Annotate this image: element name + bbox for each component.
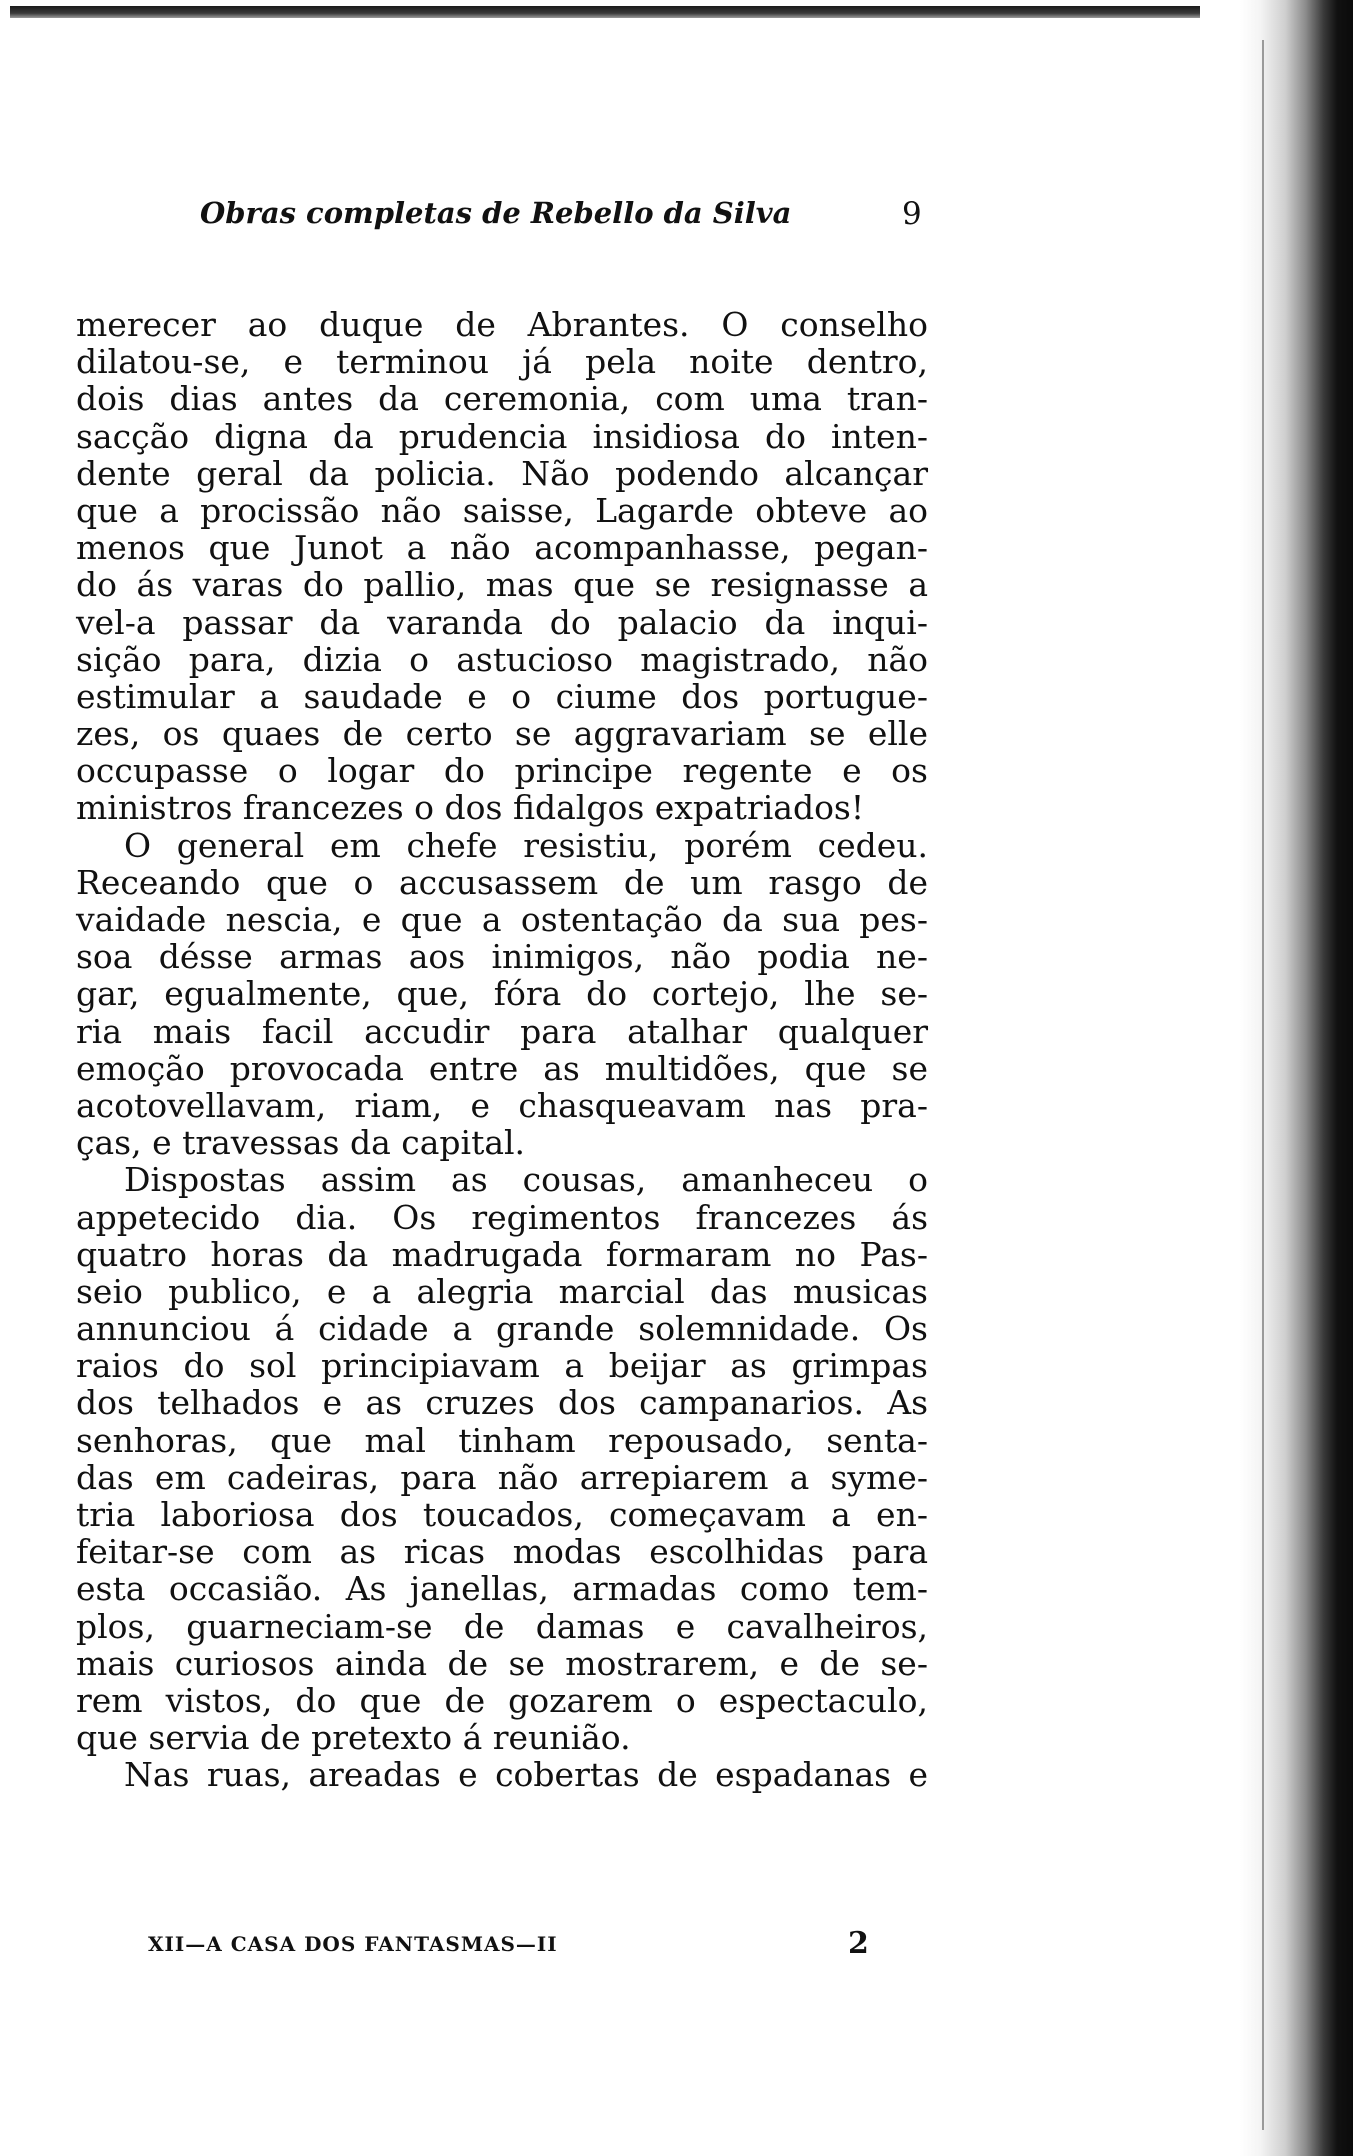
text-line: merecer ao duque de Abrantes. O conselho [76, 305, 928, 344]
text-line: que servia de pretexto á reunião. [76, 1718, 631, 1758]
text-line: soa désse armas aos inimigos, não podia ne- [76, 937, 928, 977]
text-line: gar, egualmente, que, fóra do cortejo, lhe se- [76, 974, 928, 1014]
text-line: esta occasião. As janellas, armadas como tem- [76, 1569, 928, 1609]
text-line: Nas ruas, areadas e cobertas de espadanas e [124, 1755, 928, 1795]
book-spine-shadow [1240, 0, 1353, 2156]
text-line: Dispostas assim as cousas, amanheceu o [124, 1160, 928, 1200]
page-footer [0, 1926, 940, 1972]
page-edge-line [1262, 40, 1264, 2130]
text-line: dente geral da policia. Não podendo alcançar [76, 453, 928, 493]
text-line: dilatou-se, e terminou já pela noite dentro, [76, 342, 928, 382]
text-line: tria laboriosa dos toucados, começavam a en- [76, 1495, 928, 1534]
text-line: dos telhados e as cruzes dos campanarios. As [76, 1383, 928, 1423]
signature-mark: XII—A CASA DOS FANTASMAS—II [148, 1932, 558, 1956]
body-text [76, 306, 928, 1794]
text-line: sacção digna da prudencia insidiosa do inten- [76, 416, 928, 456]
running-header [0, 196, 940, 236]
text-line: Receando que o accusassem de um rasgo de [76, 862, 928, 902]
text-line: quatro horas da madrugada formaram no Pas- [76, 1234, 928, 1274]
running-title: Obras completas de Rebello da Silva [200, 196, 792, 230]
text-line: seio publico, e a alegria marcial das musicas [76, 1271, 928, 1311]
text-line: do ás varas do pallio, mas que se resignasse a [76, 565, 928, 605]
text-line: vel-a passar da varanda do palacio da inqui- [76, 602, 928, 642]
text-line: acotovellavam, riam, e chasqueavam nas pra- [76, 1085, 928, 1125]
text-line: occupasse o logar do principe regente e os [76, 751, 928, 791]
text-line: senhoras, que mal tinham repousado, senta- [76, 1420, 928, 1460]
text-line: vaidade nescia, e que a ostentação da sua pes- [76, 900, 928, 939]
text-line: appetecido dia. Os regimentos francezes ás [76, 1197, 928, 1237]
text-line: ria mais facil accudir para atalhar qualquer [76, 1011, 928, 1051]
text-line: rem vistos, do que de gozarem o espectaculo, [76, 1680, 928, 1720]
text-line: das em cadeiras, para não arrepiarem a syme- [76, 1457, 928, 1497]
text-line: dois dias antes da ceremonia, com uma tran- [76, 379, 928, 419]
text-line: zes, os quaes de certo se aggravariam se elle [76, 714, 928, 754]
top-rule [10, 6, 1200, 18]
text-line: menos que Junot a não acompanhasse, pegan- [76, 528, 928, 568]
text-line: sição para, dizia o astucioso magistrado, não [76, 639, 928, 679]
text-line: plos, guarneciam-se de damas e cavalheiros, [76, 1606, 928, 1646]
text-line: mais curiosos ainda de se mostrarem, e de se- [76, 1643, 928, 1683]
text-line: ças, e travessas da capital. [76, 1123, 526, 1163]
text-line: annunciou á cidade a grande solemnidade. Os [76, 1309, 928, 1349]
text-line: feitar-se com as ricas modas escolhidas para [76, 1532, 928, 1572]
page-number: 9 [902, 196, 922, 232]
text-line: emoção provocada entre as multidões, que se [76, 1048, 928, 1088]
text-line: que a procissão não saisse, Lagarde obteve ao [76, 490, 928, 530]
sheet-number: 2 [848, 1926, 869, 1961]
text-line: O general em chefe resistiu, porém cedeu. [124, 825, 928, 865]
text-line: estimular a saudade e o ciume dos portugue- [76, 676, 928, 716]
text-line: raios do sol principiavam a beijar as grimpas [76, 1346, 928, 1386]
text-line: ministros francezes o dos fidalgos expatriados! [76, 788, 865, 828]
